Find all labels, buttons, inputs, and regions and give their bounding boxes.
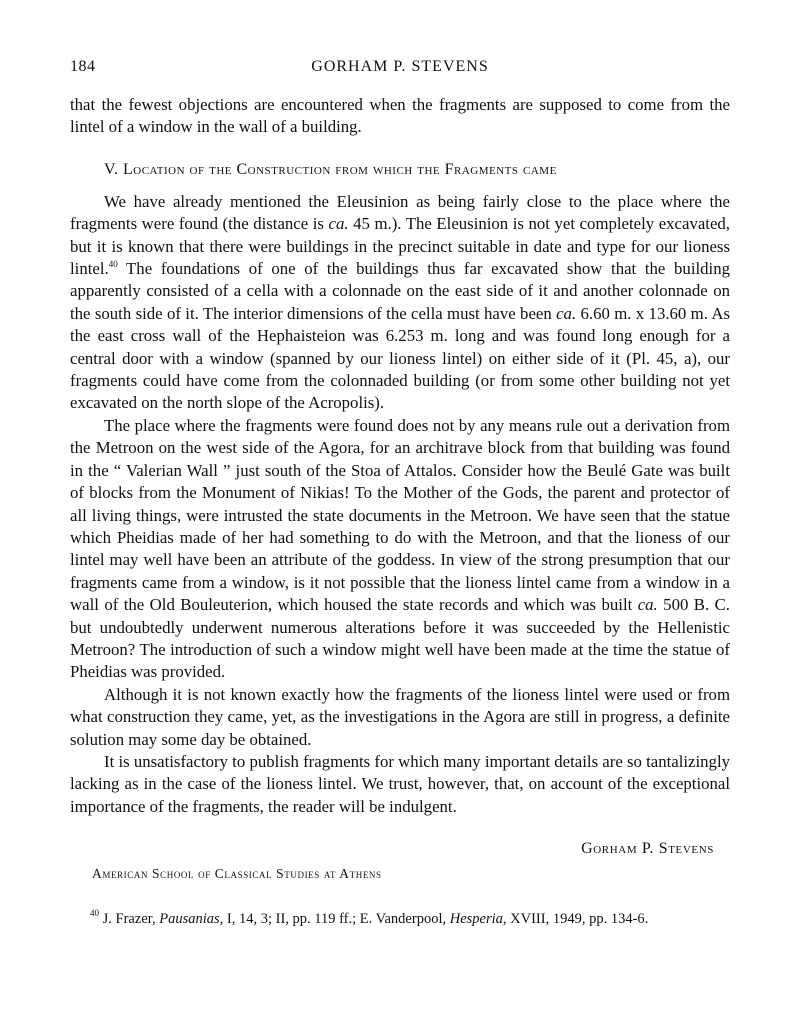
continuation-paragraph: that the fewest objections are encountered when the fragments are supposed to come from the lintel of a window in the wall of a building. [70, 95, 730, 137]
text-span: We have already mentioned the Eleusinion as being fairly close to the place where the fragments were found (the distance is [70, 191, 730, 234]
running-title: GORHAM P. STEVENS [311, 58, 489, 75]
paragraph-4: It is unsatisfactory to publish fragments for which many important details are so tantalizingly lacking as in the case of the lioness lintel. We trust, however, that, on account of the exceptional importance of the fragments, the reader will be indulgent. [70, 751, 730, 816]
footnote-ref: 40 [108, 259, 118, 270]
text-span: 500 B. C. but undoubtedly underwent numerous alterations before it was succeeded by the Hellenistic Metroon? The introduction of such a window might well have been made at the time the statue of Pheidias was provided. [70, 595, 730, 682]
paragraph-3: Although it is not known exactly how the fragments of the lioness lintel were used or from what construction they came, yet, as the investigations in the Agora are still in progress, a definite solution may some day be obtained. [70, 684, 730, 749]
abbreviation-ca: ca. [556, 303, 577, 323]
text-span: 6.60 m. x 13.60 m. As the east cross wall of the Hephaisteion was 6.253 m. long and was found long enough for a central door with a window (spanned by our lioness lintel) on either side of it (Pl. 45, a), our fragments could have come from the colonnaded building (or from some other building not yet excavated on the north slope of the Acropolis). [70, 303, 730, 413]
text-span: The foundations of one of the buildings thus far excavated show that the building apparently consisted of a cella with a colonnade on the east side of it and another colonnade on the south side of it. The interior dimensions of the cella must have been [70, 259, 730, 323]
abbreviation-ca: ca. [637, 595, 658, 615]
running-header [70, 58, 730, 82]
document-page [70, 58, 730, 929]
author-affiliation: American School of Classical Studies at Athens [92, 866, 382, 882]
text-span: XVIII, 1949, pp. 134-6. [506, 911, 649, 928]
paragraph-2 [70, 415, 730, 684]
footnote-number: 40 [90, 908, 99, 919]
section-heading: V. Location of the Construction from which the Fragments came [104, 160, 557, 178]
text-span: The place where the fragments were found does not by any means rule out a derivation from the Metroon on the west side of the Agora, for an architrave block from that building was found in the “ Valerian Wall ” just south of the Stoa of Attalos. Consider how the Beulé Gate was built of blocks from the Monument of Nikias! To the Mother of the Gods, the parent and protector of all living things, were intrusted the state documents in the Metroon. We have seen that the statue which Pheidias made of her had something to do with the Metroon, and that the lioness of our lintel may well have been an attribute of the goddess. In view of the strong presumption that our fragments came from a window, is it not possible that the lioness lintel came from a window in a wall of the Old Bouleuterion, which housed the state records and which was built [70, 415, 730, 615]
footnote [70, 910, 730, 929]
page-number: 184 [70, 58, 96, 75]
body-text [70, 191, 730, 818]
author-signature: Gorham P. Stevens [581, 840, 714, 858]
text-span: J. Frazer, [99, 911, 160, 928]
abbreviation-ca: ca. [328, 214, 349, 234]
text-span: 45 m.). The Eleusinion is not yet completely excavated, but it is known that there were buildings in the precinct suitable in date and type for our lioness lintel. [70, 214, 730, 279]
journal-title: Hesperia, [449, 911, 507, 928]
text-span: I, 14, 3; II, pp. 119 ff.; E. Vanderpool, [223, 911, 450, 928]
paragraph-1 [70, 191, 730, 415]
work-title: Pausanias, [159, 911, 224, 928]
